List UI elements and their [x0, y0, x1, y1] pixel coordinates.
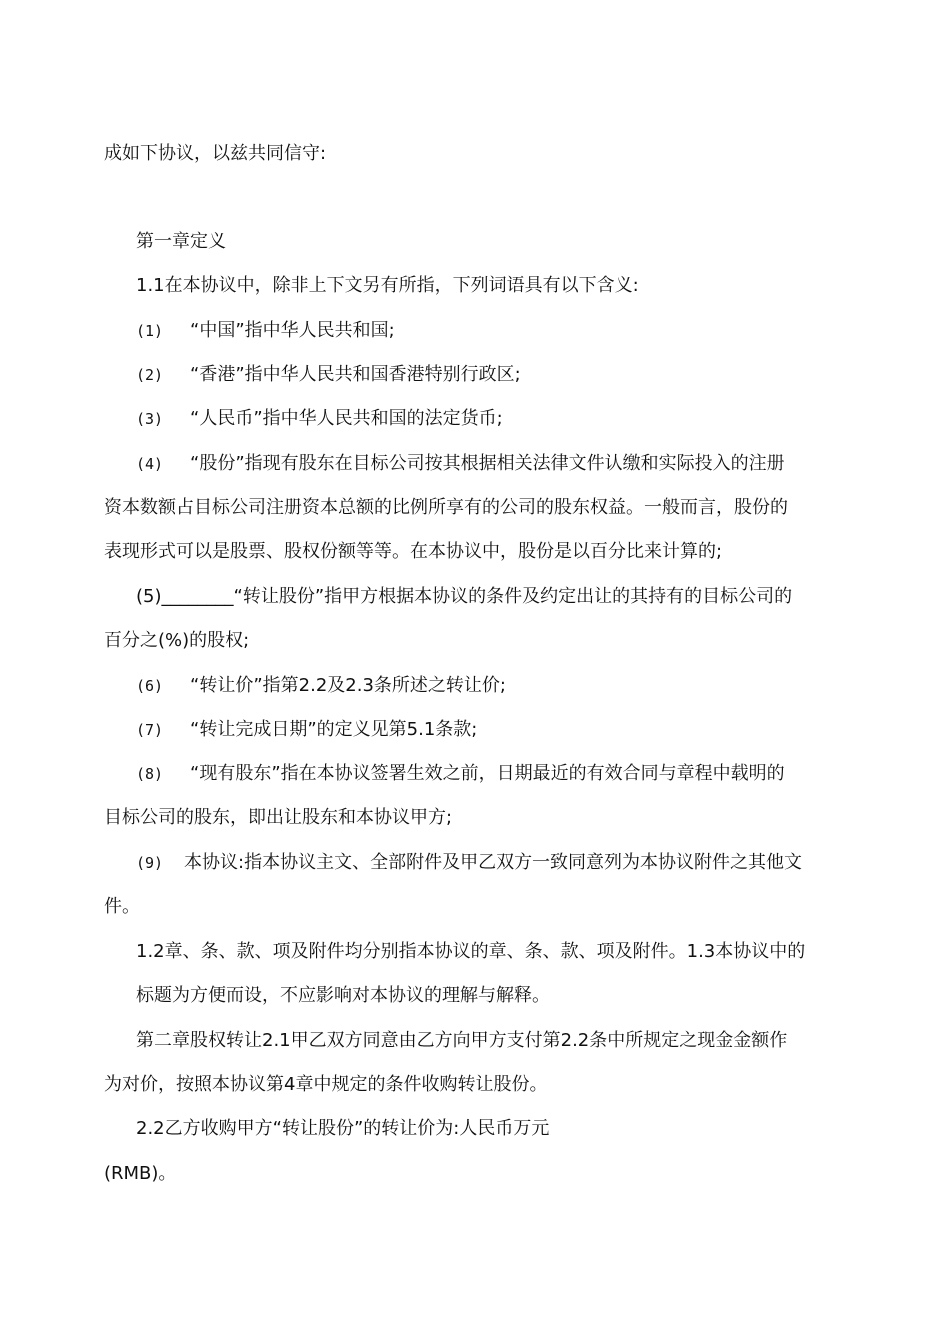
clause-1-1: 1.1在本协议中，除非上下文另有所指，下列词语具有以下含义:	[136, 275, 639, 296]
item-number: (2)	[136, 366, 164, 384]
definition-item-2	[136, 364, 521, 386]
chapter-2-clause-2-1: 第二章股权转让2.1甲乙双方同意由乙方向甲方支付第2.2条中所规定之现金金额作	[136, 1030, 788, 1051]
definition-text: “香港”指中华人民共和国香港特别行政区;	[190, 364, 521, 385]
definition-text: 本协议:指本协议主文、全部附件及甲乙双方一致同意列为本协议附件之其他文	[184, 852, 803, 873]
definition-item-8	[136, 763, 785, 785]
definition-item-6	[136, 675, 506, 697]
definition-item-9-cont: 件。	[104, 896, 140, 917]
definition-text: “现有股东”指在本协议签署生效之前，日期最近的有效合同与章程中载明的	[190, 763, 785, 784]
chapter-1-heading: 第一章定义	[136, 231, 226, 252]
clause-1-2: 1.2章、条、款、项及附件均分别指本协议的章、条、款、项及附件。1.3本协议中的	[136, 941, 806, 962]
definition-item-4-cont: 表现形式可以是股票、股权份额等等。在本协议中，股份是以百分比来计算的;	[104, 541, 723, 562]
item-number: (6)	[136, 677, 164, 695]
definition-item-9	[136, 852, 802, 874]
item-number: (7)	[136, 721, 164, 739]
clause-2-2-cont: (RMB)。	[104, 1163, 177, 1184]
item-number: (8)	[136, 765, 164, 783]
definition-text: “转让价”指第2.2及2.3条所述之转让价;	[190, 675, 506, 696]
intro-line: 成如下协议，以兹共同信守:	[104, 143, 327, 164]
definition-text: “转让完成日期”的定义见第5.1条款;	[190, 719, 478, 740]
definition-text: “股份”指现有股东在目标公司按其根据相关法律文件认缴和实际投入的注册	[190, 453, 785, 474]
definition-text: “中国”指中华人民共和国;	[190, 320, 395, 341]
definition-item-1	[136, 320, 395, 342]
definition-item-4	[136, 453, 785, 475]
item-number: (1)	[136, 322, 164, 340]
clause-1-3-cont: 标题为方便而设，不应影响对本协议的理解与解释。	[136, 985, 550, 1006]
definition-item-8-cont: 目标公司的股东，即出让股东和本协议甲方;	[104, 807, 453, 828]
definition-text: “人民币”指中华人民共和国的法定货币;	[190, 408, 503, 429]
definition-item-4-cont: 资本数额占目标公司注册资本总额的比例所享有的公司的股东权益。一般而言，股份的	[104, 497, 788, 518]
definition-item-7	[136, 719, 477, 741]
definition-item-5-cont: 百分之(%)的股权;	[104, 630, 250, 651]
clause-2-2: 2.2乙方收购甲方“转让股份”的转让价为:人民币万元	[136, 1118, 550, 1139]
definition-item-3	[136, 408, 503, 430]
item-number: (4)	[136, 455, 164, 473]
definition-item-5: (5)________“转让股份”指甲方根据本协议的条件及约定出让的其持有的目标公司的	[136, 586, 793, 607]
clause-2-1-cont: 为对价，按照本协议第4章中规定的条件收购转让股份。	[104, 1074, 548, 1095]
item-number: (3)	[136, 410, 164, 428]
item-number: (9)	[136, 854, 164, 872]
